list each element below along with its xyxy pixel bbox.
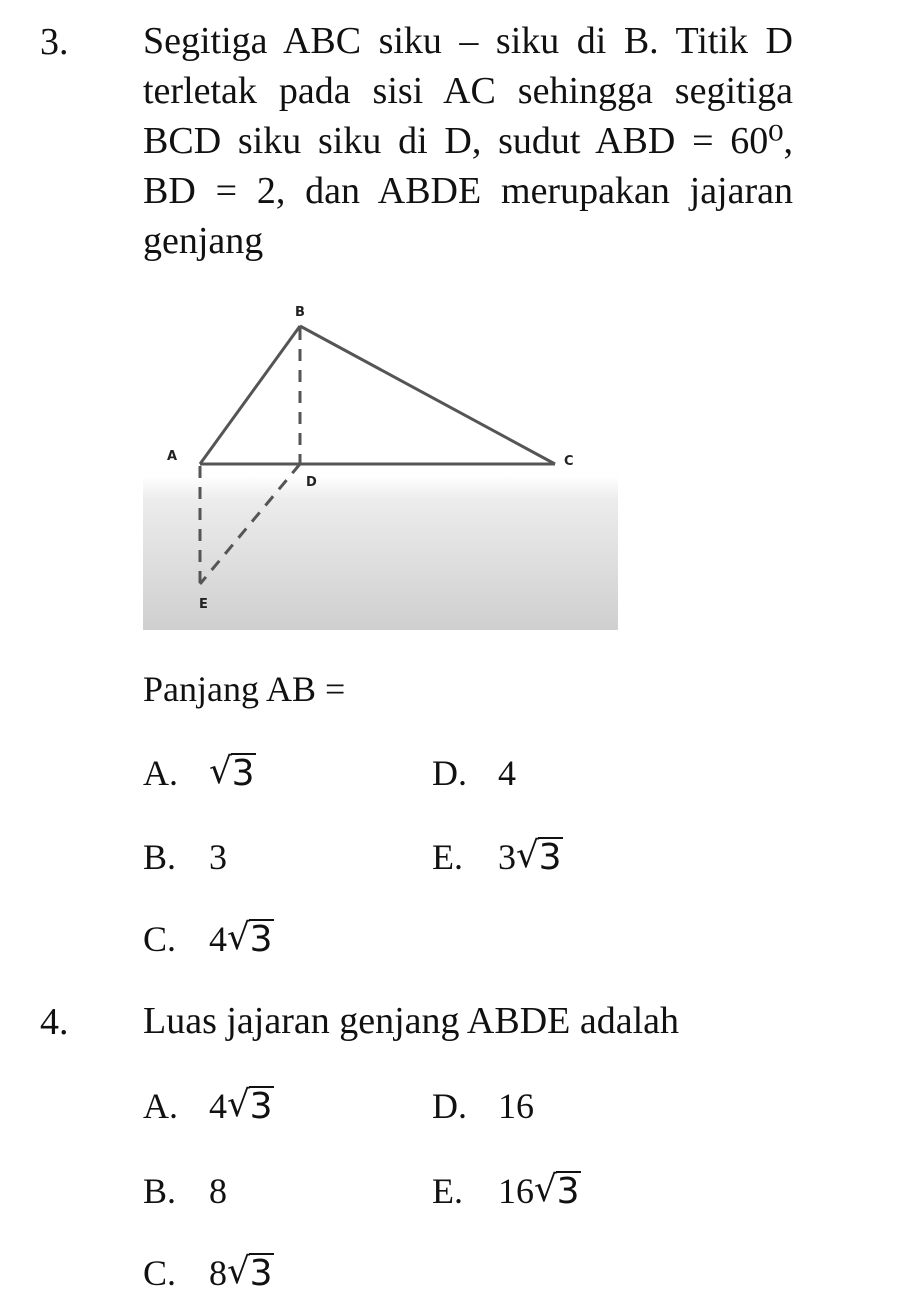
question-3-line: BD = 2, dan ABDE merupakan jajaran: [143, 170, 793, 212]
option-letter: A.: [143, 1086, 178, 1126]
sqrt-argument: 3: [231, 753, 255, 794]
sqrt-symbol: √ 3: [227, 1083, 273, 1127]
sqrt-argument: 3: [249, 1253, 273, 1294]
label-a: A: [167, 449, 178, 464]
label-d: D: [306, 475, 317, 490]
question-3-prompt: Panjang AB =: [143, 669, 346, 709]
option-letter: E.: [432, 1171, 463, 1211]
sqrt-symbol: √ 3: [516, 834, 562, 878]
option-letter: D.: [432, 1086, 467, 1126]
question-4-text: Luas jajaran genjang ABDE adalah: [143, 1000, 680, 1042]
q4-option-d[interactable]: [432, 1085, 534, 1127]
option-letter: C.: [143, 919, 177, 959]
question-3-line: BCD siku siku di D, sudut ABD = 60⁰,: [143, 120, 793, 162]
option-letter: C.: [143, 1253, 177, 1293]
question-3-line: Segitiga ABC siku – siku di B. Titik D: [143, 20, 793, 62]
question-4-number: 4.: [40, 1001, 69, 1043]
sqrt-symbol: √ 3: [227, 1250, 273, 1294]
option-coef: 16: [498, 1171, 534, 1211]
q3-option-d[interactable]: [432, 752, 516, 794]
sqrt-symbol: √ 3: [227, 916, 273, 960]
sqrt-argument: 3: [538, 837, 562, 878]
option-value: 4: [498, 753, 516, 793]
sqrt-symbol: √ 3: [534, 1168, 580, 1212]
sqrt-argument: 3: [556, 1171, 580, 1212]
sqrt-argument: 3: [249, 919, 273, 960]
option-letter: B.: [143, 1171, 177, 1211]
question-3-line: terletak pada sisi AC sehingga segitiga: [143, 70, 793, 112]
sqrt-argument: 3: [249, 1086, 273, 1127]
q4-option-b[interactable]: [143, 1170, 227, 1212]
option-coef: 8: [209, 1253, 227, 1293]
q4-option-a[interactable]: [143, 1085, 274, 1127]
triangle-figure: [143, 288, 618, 630]
q3-option-a[interactable]: [143, 752, 256, 794]
option-value: 3: [209, 837, 227, 877]
option-coef: 4: [209, 919, 227, 959]
option-value: 8: [209, 1171, 227, 1211]
q4-option-c[interactable]: [143, 1252, 274, 1294]
q3-option-b[interactable]: [143, 836, 227, 878]
label-c: C: [564, 454, 574, 469]
sqrt-symbol: √ 3: [209, 750, 255, 794]
question-3-text: [143, 16, 793, 266]
option-value: 16: [498, 1086, 534, 1126]
option-coef: 3: [498, 837, 516, 877]
label-e: E: [199, 597, 208, 612]
q3-option-c[interactable]: [143, 918, 274, 960]
option-letter: A.: [143, 753, 178, 793]
q4-option-e[interactable]: [432, 1170, 581, 1212]
question-3-number: 3.: [40, 21, 69, 63]
option-coef: 4: [209, 1086, 227, 1126]
option-letter: B.: [143, 837, 177, 877]
option-letter: D.: [432, 753, 467, 793]
option-letter: E.: [432, 837, 463, 877]
label-b: B: [295, 305, 305, 320]
question-3-line: genjang: [143, 220, 264, 262]
q3-option-e[interactable]: [432, 836, 563, 878]
